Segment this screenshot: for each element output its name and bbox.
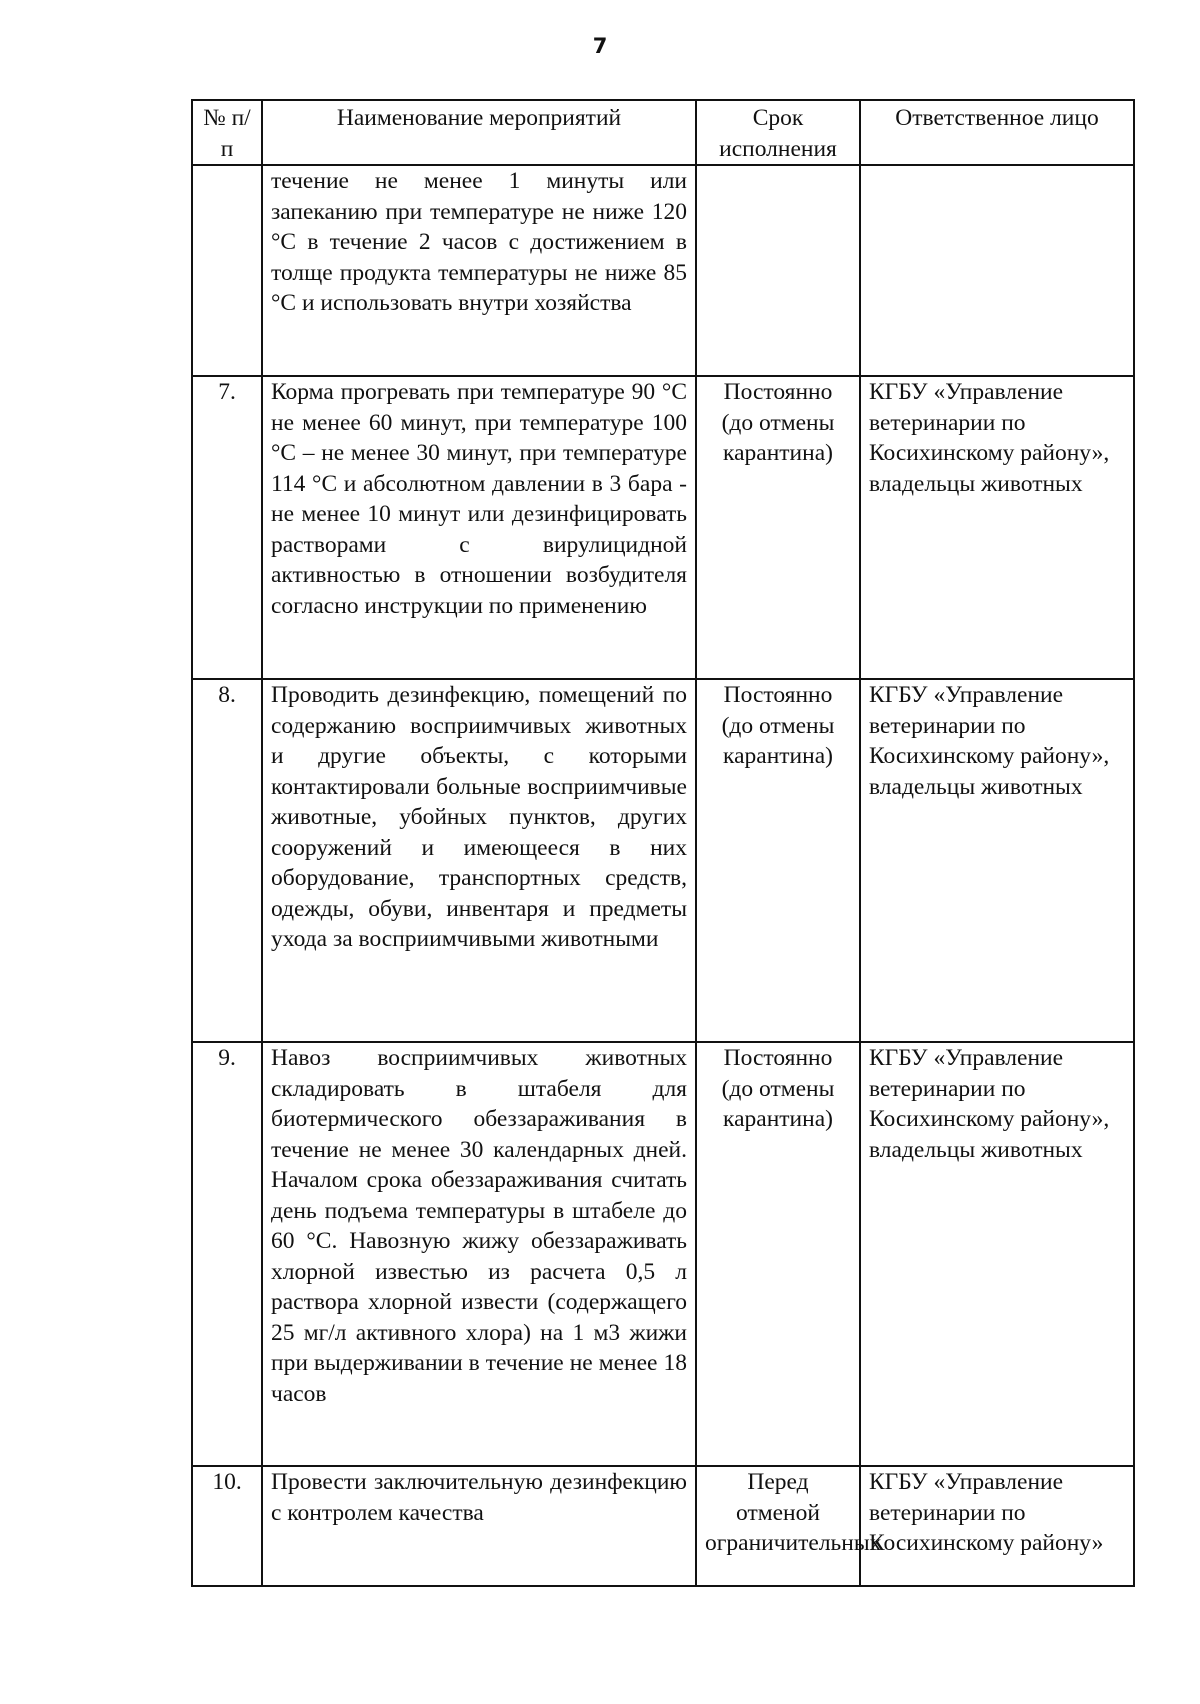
page-number: 7	[592, 34, 608, 58]
measure-name: Провести заключительную дезинфекцию с контролем качества	[262, 1466, 696, 1586]
table-row	[192, 165, 1134, 376]
measure-term: Постоянно (до отмены карантина)	[696, 679, 860, 1042]
table-row	[192, 679, 1134, 1042]
row-number: 10.	[192, 1466, 262, 1586]
measure-name: течение не менее 1 минуты или запеканию при температуре не ниже 120 °С в течение 2 часов с достижением в толще продукта температуры не ниже 85 °С и использовать внутри хозяйства	[262, 165, 696, 376]
row-number: 9.	[192, 1042, 262, 1466]
measure-term: Постоянно (до отмены карантина)	[696, 376, 860, 679]
responsible-person: КГБУ «Управление ветеринарии по Косихинскому району», владельцы животных	[860, 1042, 1134, 1466]
measure-term: Перед отменой ограничительных	[696, 1466, 860, 1586]
table-header-row	[192, 100, 1134, 165]
responsible-person: КГБУ «Управление ветеринарии по Косихинскому району», владельцы животных	[860, 679, 1134, 1042]
header-term: Срок исполнения	[696, 100, 860, 165]
table-row	[192, 1042, 1134, 1466]
measure-term	[696, 165, 860, 376]
row-number: 8.	[192, 679, 262, 1042]
table-row	[192, 1466, 1134, 1586]
table-row	[192, 376, 1134, 679]
header-name: Наименование мероприятий	[262, 100, 696, 165]
header-responsible: Ответственное лицо	[860, 100, 1134, 165]
row-number: 7.	[192, 376, 262, 679]
measure-name: Проводить дезинфекцию, помещений по содержанию восприимчивых животных и другие объекты, с которыми контактировали больные восприимчивые животные, убойных пунктов, других сооружений и имеющееся в них оборудование, транспортных средств, одежды, обуви, инвентаря и предметы ухода за восприимчивыми животными	[262, 679, 696, 1042]
measures-table	[191, 99, 1135, 1587]
responsible-person: КГБУ «Управление ветеринарии по Косихинскому району»	[860, 1466, 1134, 1586]
row-number	[192, 165, 262, 376]
responsible-person	[860, 165, 1134, 376]
responsible-person: КГБУ «Управление ветеринарии по Косихинскому району», владельцы животных	[860, 376, 1134, 679]
header-num: № п/п	[192, 100, 262, 165]
measure-name: Навоз восприимчивых животных складировать в штабеля для биотермического обеззараживания в течение не менее 30 календарных дней. Началом срока обеззараживания считать день подъема температуры в штабеле до 60 °С. Навозную жижу обеззараживать хлорной известью из расчета 0,5 л раствора хлорной извести (содержащего 25 мг/л активного хлора) на 1 м3 жижи при выдерживании в течение не менее 18 часов	[262, 1042, 696, 1466]
measure-term: Постоянно (до отмены карантина)	[696, 1042, 860, 1466]
measure-name: Корма прогревать при температуре 90 °С не менее 60 минут, при температуре 100 °С – не менее 30 минут, при температуре 114 °С и абсолютном давлении в 3 бара - не менее 10 минут или дезинфицировать растворами с вирулицидной активностью в отношении возбудителя согласно инструкции по применению	[262, 376, 696, 679]
